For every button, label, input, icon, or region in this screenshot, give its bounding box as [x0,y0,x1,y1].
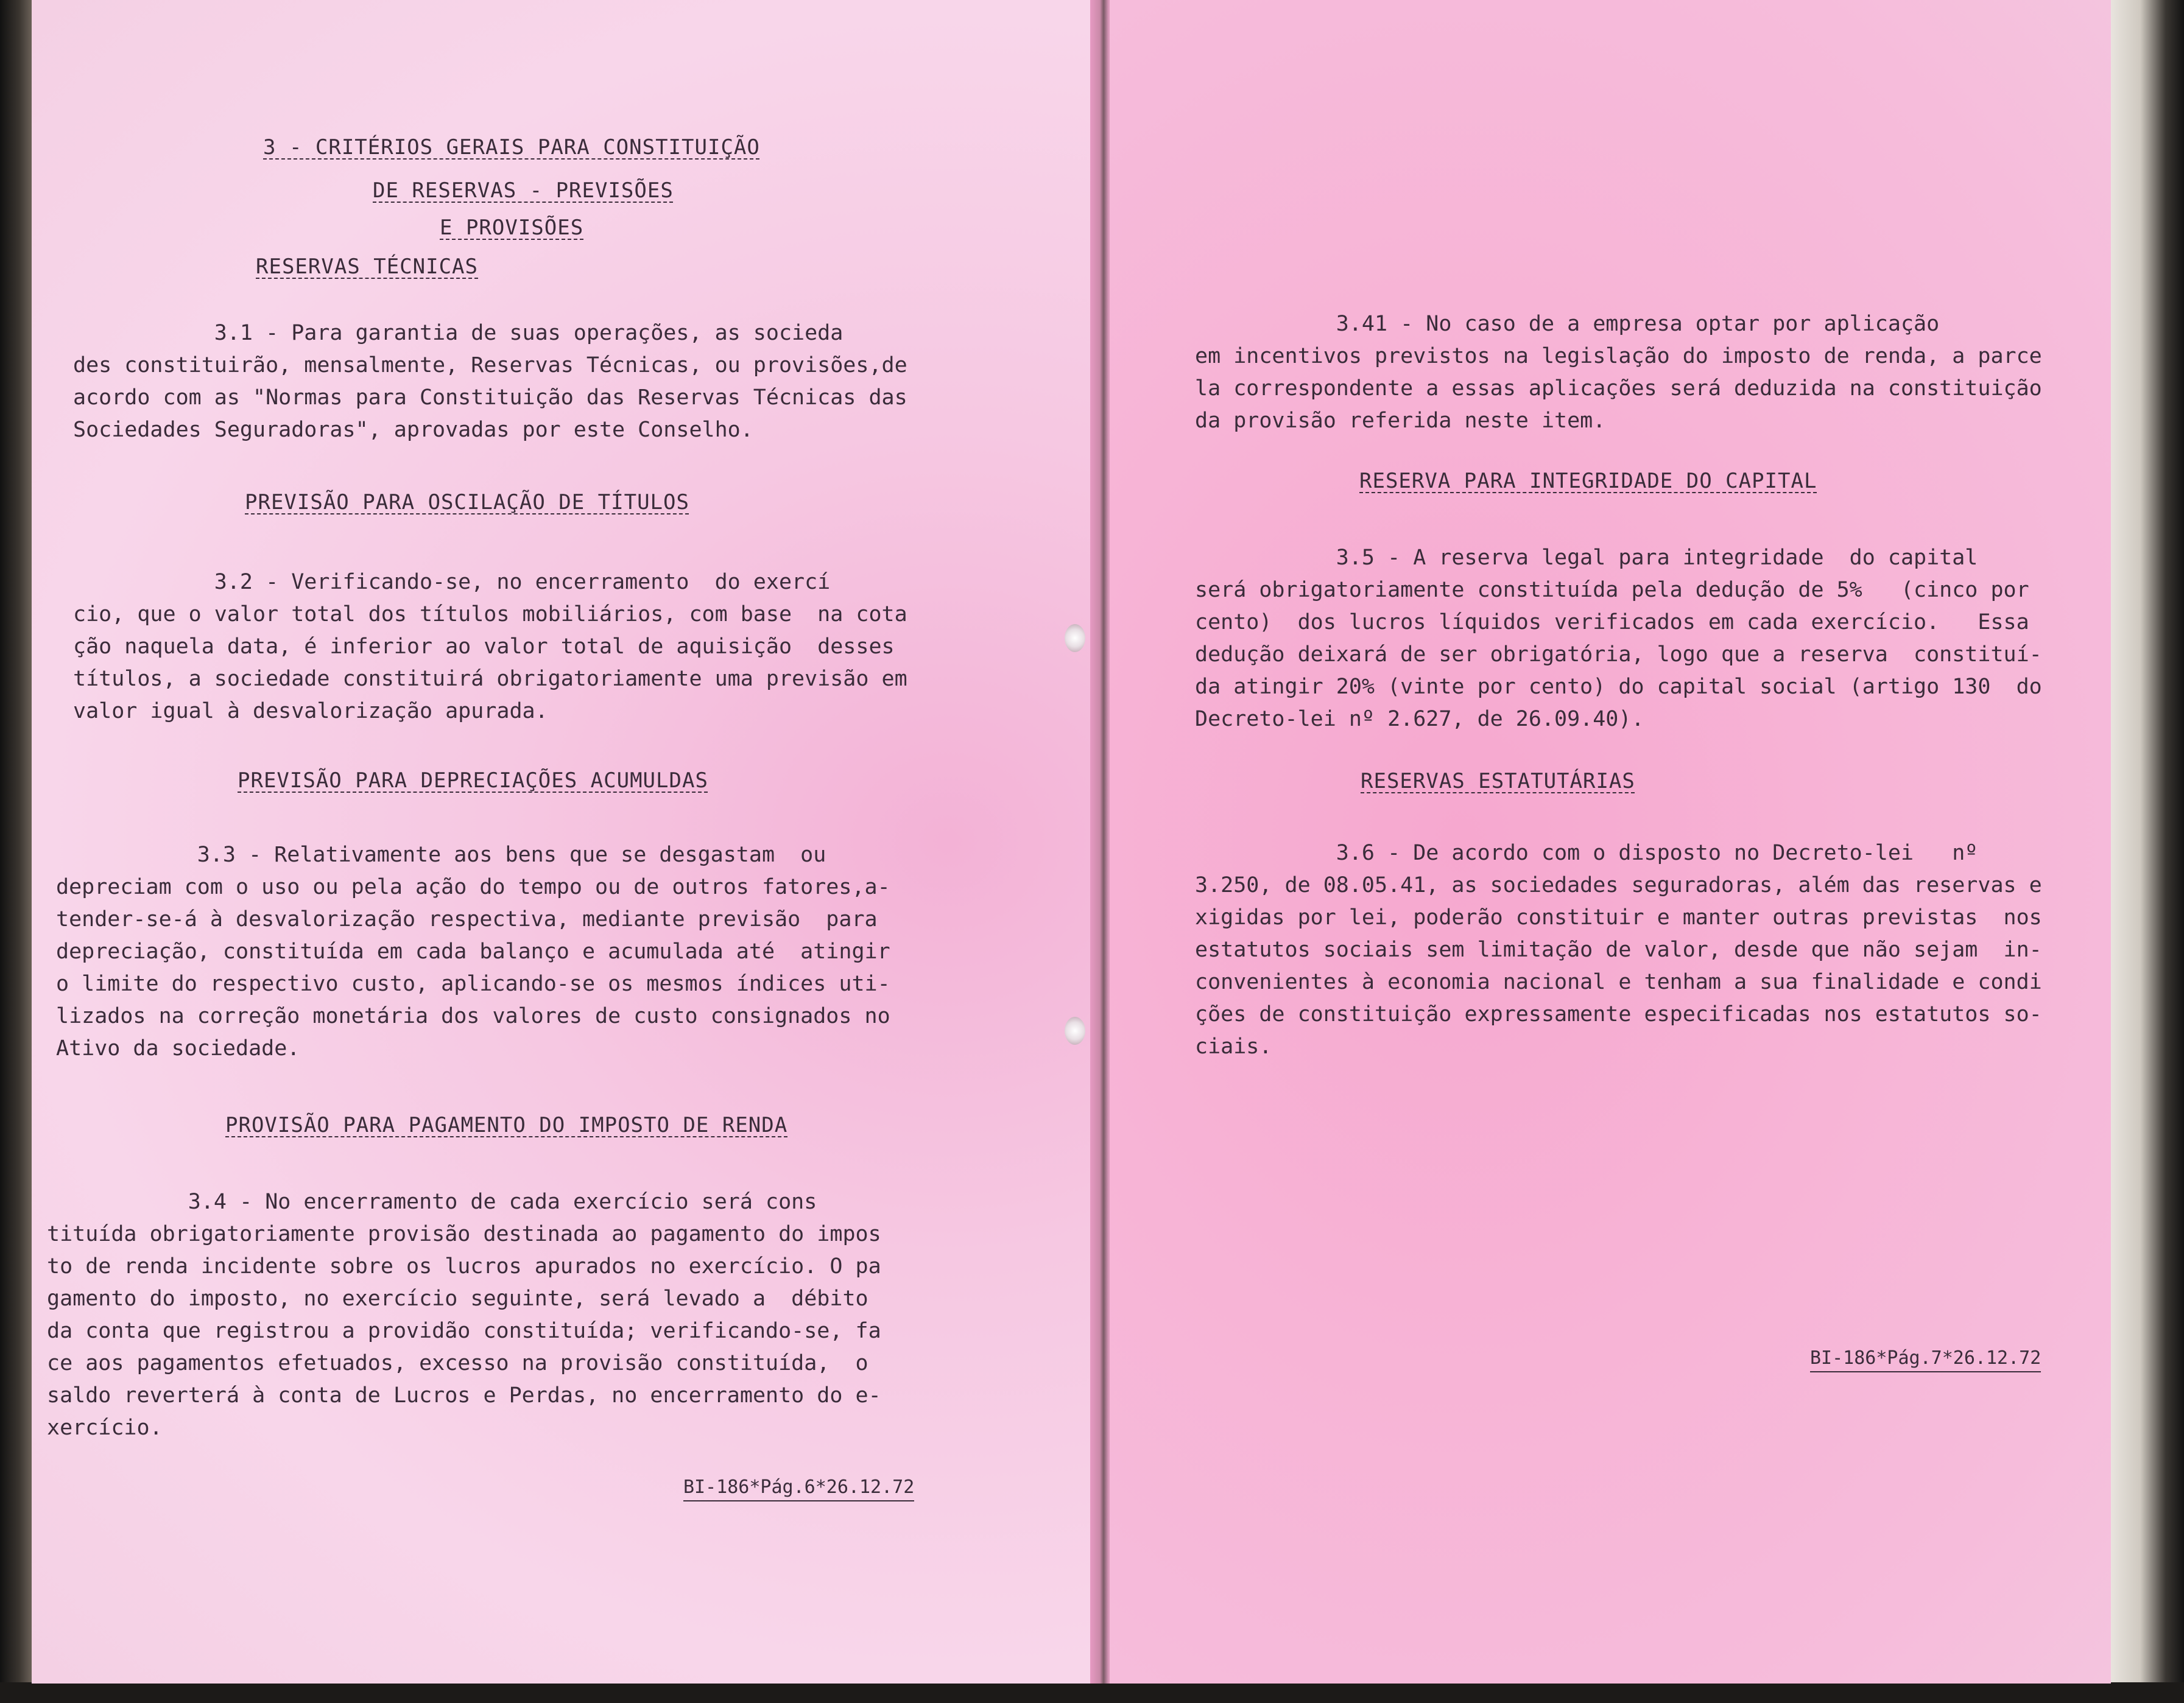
right-page [1110,0,2111,1684]
paragraph-3-2: 3.2 - Verificando-se, no encerramento do exercí cio, que o valor total dos títulos mobiliários, com base na cota ção naquela data, é inferior ao valor total de aquisição desses títulos, a sociedade constituirá obrigatoriamente uma previsão em valor igual à desvalorização apurada. [73,570,907,723]
left-page [32,0,1110,1684]
paragraph-3-6: 3.6 - De acordo com o disposto no Decreto-lei nº 3.250, de 08.05.41, as sociedades seguradoras, além das reservas e xigidas por lei, poderão constituir e manter outras previstas nos estatutos sociais sem limitação de valor, desde que não sejam in- convenientes à economia nacional e tenham a sua finalidade e condi ções de constituição expressamente especificadas nos estatutos so- ciais. [1195,841,2042,1059]
scan-edge-left [0,0,32,1703]
section-title-line2: DE RESERVAS - PREVISÕES [373,178,674,203]
reservas-tecnicas-heading: RESERVAS TÉCNICAS [256,255,478,279]
binding-hole-bottom [1065,1017,1085,1045]
paragraph-3-4: 3.4 - No encerramento de cada exercício será cons tituída obrigatoriamente provisão destinada ao pagamento do impos to de renda incidente sobre os lucros apurados no exercício. O pa gamento do imposto, no exercício seguinte, será levado a débito da conta que registrou a providão constituída; verificando-se, fa ce aos pagamentos efetuados, excesso na provisão constituída, o saldo reverterá à conta de Lucros e Perdas, no encerramento do e- xercício. [47,1190,881,1440]
paragraph-3-1: 3.1 - Para garantia de suas operações, as socieda des constituirão, mensalmente, Reservas Técnicas, ou provisões,de acordo com as "Normas para Constituição das Reservas Técnicas das Sociedades Seguradoras", aprovadas por este Conselho. [73,321,907,442]
provisao-imposto-heading: PROVISÃO PARA PAGAMENTO DO IMPOSTO DE RENDA [225,1113,788,1137]
paragraph-3-5: 3.5 - A reserva legal para integridade do capital será obrigatoriamente constituída pela dedução de 5% (cinco por cento) dos lucros líquidos verificados em cada exercício. Essa dedução deixará de ser obrigatória, logo que a reserva constituí- da atingir 20% (vinte por cento) do capital social (artigo 130 do Decreto-lei nº 2.627, de 26.09.40). [1195,546,2042,731]
page-footer-left: BI-186*Pág.6*26.12.72 [683,1477,914,1501]
paragraph-3-3: 3.3 - Relativamente aos bens que se desgastam ou depreciam com o uso ou pela ação do tempo ou de outros fatores,a- tender-se-á à desvalorização respectiva, mediante previsão para depreciação, constituída em cada balanço e acumulada até atingir o limite do respectivo custo, aplicando-se os mesmos índices uti- lizados na correção monetária dos valores de custo consignados no Ativo da sociedade. [56,843,890,1061]
previsao-oscilacao-heading: PREVISÃO PARA OSCILAÇÃO DE TÍTULOS [245,490,689,514]
previsao-depreciacoes-heading: PREVISÃO PARA DEPRECIAÇÕES ACUMULDAS [238,768,708,793]
section-title-line1: 3 - CRITÉRIOS GERAIS PARA CONSTITUIÇÃO [263,135,760,160]
reservas-estatutarias-heading: RESERVAS ESTATUTÁRIAS [1361,769,1635,793]
reserva-integridade-heading: RESERVA PARA INTEGRIDADE DO CAPITAL [1359,469,1817,493]
binding-hole-top [1065,624,1085,652]
scan-edge-bottom [0,1682,2184,1703]
section-title-line3: E PROVISÕES [440,216,584,240]
paragraph-3-41: 3.41 - No caso de a empresa optar por aplicação em incentivos previstos na legislação do imposto de renda, a parce la correspondente a essas aplicações será deduzida na constituição da provisão referida neste item. [1195,312,2042,433]
scan-edge-right [2111,0,2184,1703]
page-footer-right: BI-186*Pág.7*26.12.72 [1810,1347,2041,1372]
